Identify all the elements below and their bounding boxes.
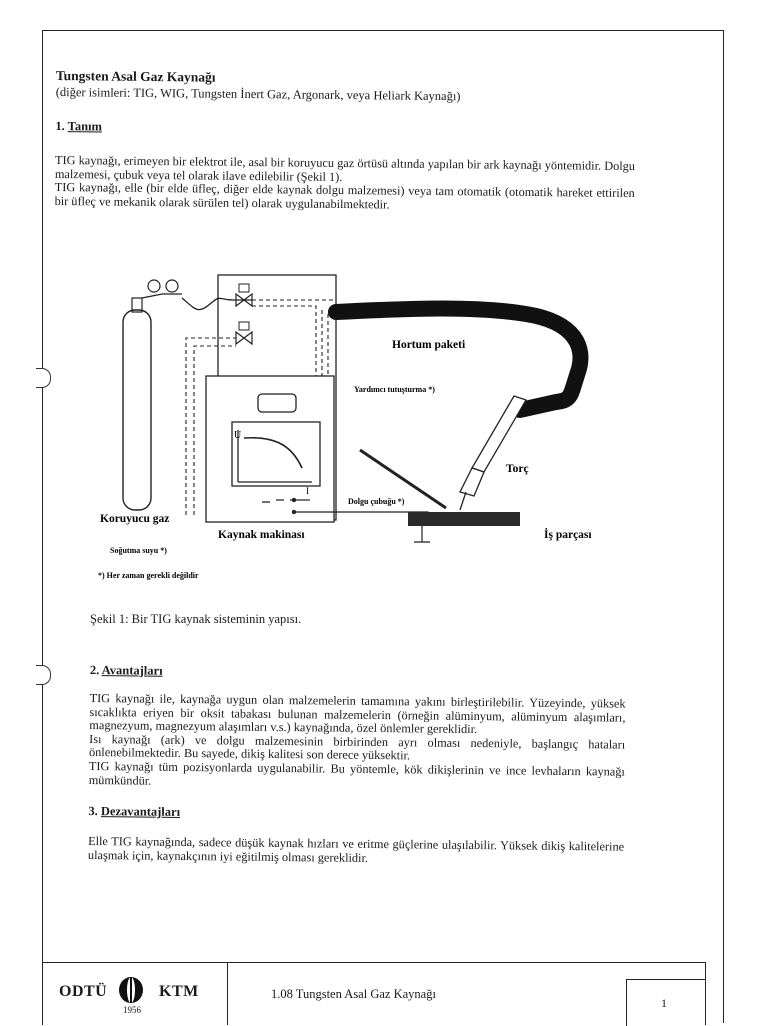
logo-ktm: KTM (159, 983, 199, 1000)
footer-page-cell (626, 979, 705, 1026)
section-title: Avantajları (101, 663, 163, 678)
paragraph: TIG kaynağı, elle (bir elde üfleç, diğer elde kaynak dolgu malzemesi) veya tam otomatik (otomatik hareket ettirilen bir üfleç ve mekanik olarak sürülen tel) olarak uygulanabilmektedir. (54, 180, 635, 212)
valve-icon (236, 322, 252, 344)
section-number: 1. (55, 118, 65, 134)
label-hose: Hortum paketi (392, 339, 466, 351)
paragraph: TIG kaynağı ile, kaynağa uygun olan malzemelerin tamamına yakını birleştirilebilir. Yüzeyinde, yüksek sıcaklıkta eriyen bir oksit tabakası bulunan malzemelerin (örneğin alüminyum, alüminyum alaşımları, magnezyum, magnezyum alaşımları v.s.) kaynağında, özel önlemler gereklidir. (89, 690, 626, 737)
axis-u-label: U (234, 430, 242, 441)
valve-icon (234, 284, 252, 306)
document-title: Tungsten Asal Gaz Kaynağı (55, 68, 216, 85)
page-number: 1 (661, 996, 667, 1010)
label-torch: Torç (506, 463, 529, 475)
section-title: Tanım (67, 119, 103, 134)
document-body (55, 68, 636, 214)
label-aux-ignition: Yardımcı tutuşturma *) (354, 385, 435, 394)
tig-system-diagram (86, 270, 646, 590)
section-title: Dezavantajları (100, 804, 181, 820)
logo-odtu: ODTÜ (59, 983, 108, 1000)
logo-year: 1956 (123, 1005, 141, 1015)
footer-logo-cell (43, 963, 228, 1025)
odtu-logo-icon (117, 975, 145, 1005)
label-welding-machine: Kaynak makinası (218, 529, 305, 541)
axis-i-label: I (306, 486, 309, 496)
section-heading-tanim (55, 118, 635, 140)
diagram-footnote: *) Her zaman gerekli değildir (98, 571, 199, 580)
label-shield-gas: Koruyucu gaz (100, 513, 170, 525)
figure-caption: Şekil 1: Bir TIG kaynak sisteminin yapısı. (90, 612, 302, 626)
section-number: 2. (89, 662, 100, 678)
paragraph: Isı kaynağı (ark) ve dolgu malzemesinin birbirinden ayrı olması nedeniyle, başlangıç hataları önlenebilmektedir. Bu sayede, dikiş kalitesi son derece yüksektir. (88, 731, 626, 763)
footer-document-title: 1.08 Tungsten Asal Gaz Kaynağı (271, 987, 436, 1001)
section-avantajlari (88, 662, 626, 868)
section-tanim-body (55, 154, 636, 214)
gas-cylinder-icon (123, 280, 182, 510)
workpiece (408, 512, 520, 526)
paragraph: TIG kaynağı, erimeyen bir elektrot ile, asal bir koruyucu gaz örtüsü altında yapılan bir ark kaynağı yöntemidir. Dolgu malzemesi, çubuk veya tel olarak ilave edilebilir (Şekil 1). (54, 152, 636, 184)
document-subtitle: (diğer isimleri: TIG, WIG, Tungsten İnert Gaz, Argonark, veya Heliark Kaynağı) (55, 84, 461, 104)
section-number: 3. (88, 804, 98, 819)
label-workpiece: İş parçası (544, 529, 592, 541)
section-heading-dezavantajlari (88, 803, 624, 825)
hose-package (336, 309, 580, 411)
paragraph: TIG kaynağı tüm pozisyonlarda uygulanabilir. Bu yöntemle, kök dikişlerinin ve ince levhaların kaynağı mümkündür. (88, 758, 625, 788)
torch-icon (460, 396, 526, 510)
label-filler-rod: Dolgu çubuğu *) (348, 497, 405, 506)
paragraph: Elle TIG kaynağında, sadece düşük kaynak hızları ve eritme güçlerine ulaşılabilir. Yüksek dikiş kalitelerine ulaşmak için, kaynakçının iyi eğitilmiş olması gereklidir. (87, 834, 625, 865)
page-footer (42, 962, 706, 1025)
label-cooling-water: Soğutma suyu *) (110, 546, 167, 555)
